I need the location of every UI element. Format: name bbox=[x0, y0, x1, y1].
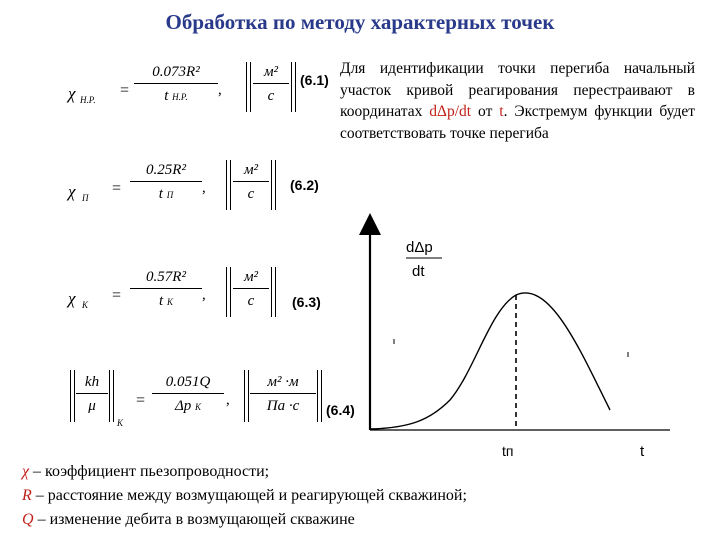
comma: , bbox=[218, 82, 222, 98]
fraction bbox=[134, 64, 218, 105]
marked-point-label: tп bbox=[502, 443, 514, 459]
fraction: 0.25R² t П bbox=[130, 162, 202, 203]
unit-fraction: м² с bbox=[233, 162, 269, 203]
legend-item: R – расстояние между возмущающей и реагирующей скважиной; bbox=[22, 487, 467, 504]
equation-number: (6.4) bbox=[326, 402, 355, 418]
chi-subscript: П bbox=[82, 193, 89, 203]
coordinate-highlight: dΔp/dt bbox=[429, 103, 472, 120]
equation-number: (6.3) bbox=[292, 294, 321, 310]
chi-symbol: χ bbox=[68, 84, 76, 103]
coordinate-highlight: t bbox=[499, 103, 504, 120]
denominator: t Н.Р. bbox=[164, 88, 188, 104]
numerator: 0.073R² bbox=[134, 64, 218, 84]
unit-fraction: м² ·м Па ·с bbox=[250, 374, 316, 415]
legend-item: χ – коэффициент пьезопроводности; bbox=[22, 463, 270, 480]
x-axis-label: t bbox=[640, 443, 645, 460]
equation-number: (6.1) bbox=[300, 72, 329, 88]
comma: , bbox=[202, 180, 206, 196]
comma: , bbox=[226, 392, 230, 408]
equals-sign: = bbox=[112, 180, 122, 197]
unit-fraction: м² с bbox=[233, 269, 269, 310]
legend-item: Q – изменение дебита в возмущающей скважине bbox=[22, 511, 355, 528]
chi-symbol: χ bbox=[68, 182, 76, 201]
equals-sign: = bbox=[112, 287, 122, 304]
page-title: Обработка по методу характерных точек bbox=[165, 10, 555, 34]
y-axis-label-numerator: dΔp bbox=[406, 239, 433, 256]
response-curve bbox=[370, 293, 610, 429]
lhs-fraction: $\frac{kh}{\mu}$ bbox=[76, 374, 108, 415]
y-axis-label-denominator: dt bbox=[412, 263, 425, 280]
chi-subscript: К bbox=[82, 300, 88, 310]
lhs-subscript: К bbox=[117, 418, 123, 428]
chi-subscript: Н.Р. bbox=[80, 95, 96, 105]
symbol-legend bbox=[22, 460, 467, 532]
equation-number: (6.2) bbox=[290, 177, 319, 193]
equals-sign: = bbox=[136, 392, 146, 409]
equals-sign: = bbox=[120, 82, 130, 99]
fraction: 0.051Q Δp К bbox=[152, 374, 224, 415]
description-paragraph: Для идентификации точки перегиба начальный участок кривой реагирования перестраивают в координатах dΔp/dt от t. Экстремум функции будет соответствовать точке перегиба bbox=[340, 60, 695, 142]
comma: , bbox=[202, 287, 206, 303]
unit-fraction: м² с bbox=[253, 64, 289, 105]
fraction: 0.57R² t К bbox=[130, 269, 202, 310]
derivative-chart bbox=[350, 210, 680, 460]
chi-symbol: χ bbox=[68, 289, 76, 308]
